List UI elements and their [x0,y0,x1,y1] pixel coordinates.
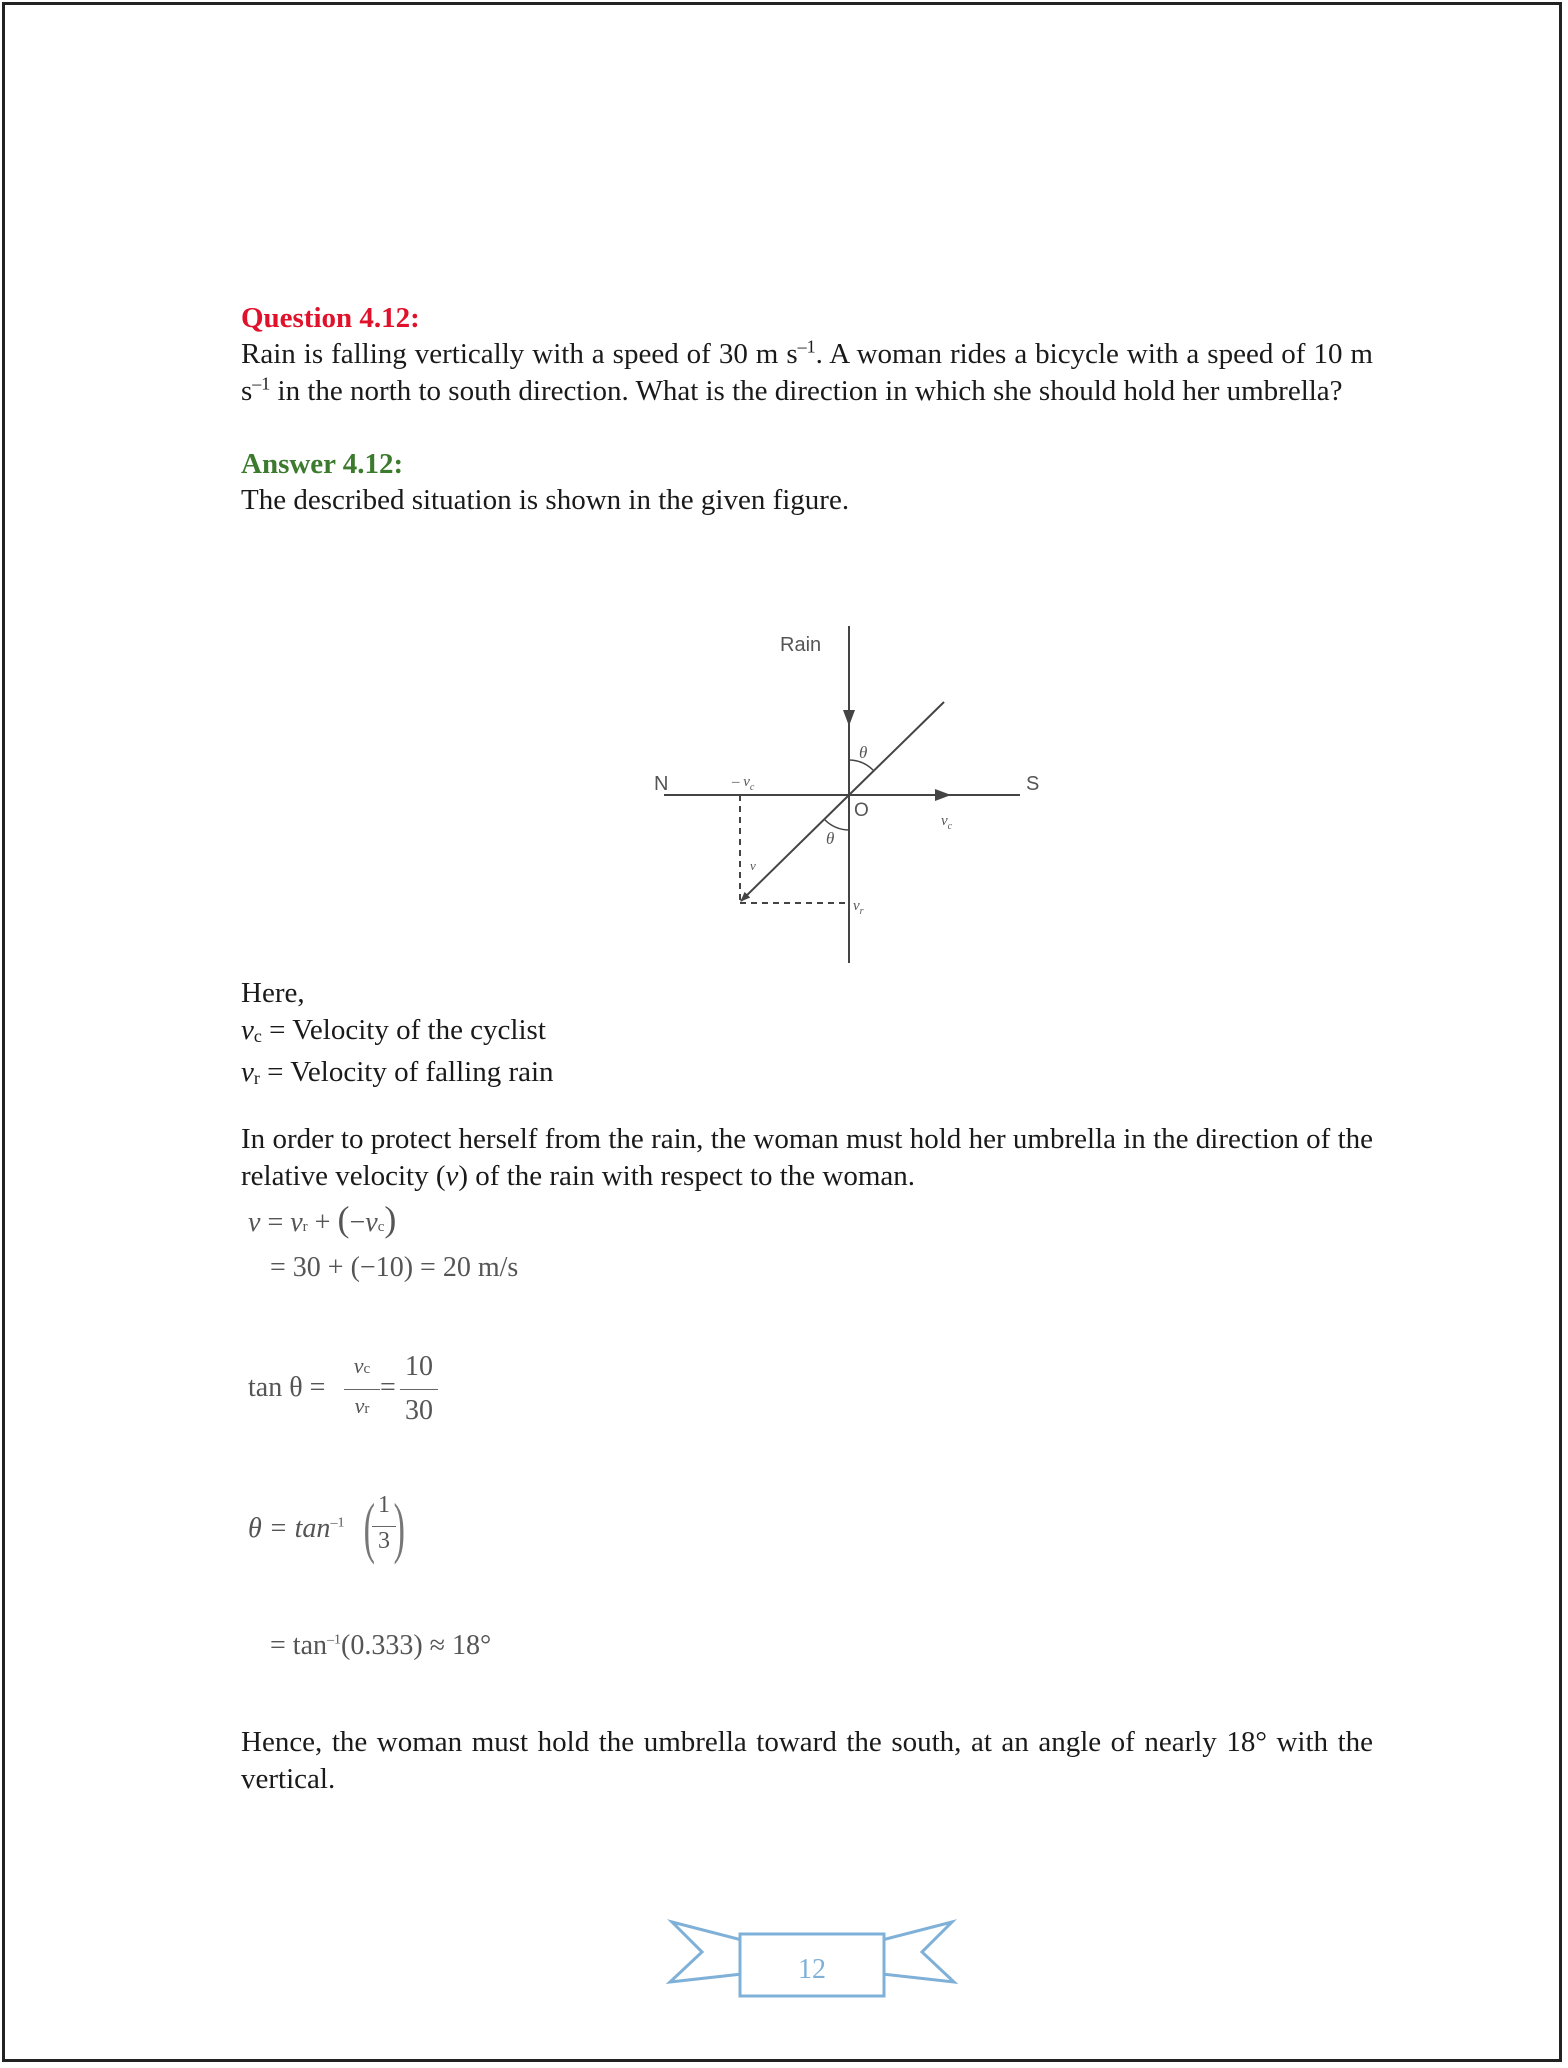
theta-label-bottom: θ [826,829,835,848]
definitions-block [241,975,554,1097]
svg-text:vr: $v_r$ [853,898,864,917]
page-number-ribbon [662,1914,962,2004]
answer-heading: Answer 4.12: [241,448,404,480]
ribbon-left-tail [670,1922,742,1982]
origin-label: O [854,800,869,821]
south-label: S [1026,773,1040,795]
rain-label: Rain [780,634,822,656]
page-number: 12 [798,1954,826,1985]
vr-definition: vr = Velocity of falling rain [241,1056,554,1088]
vc-definition: vc = Velocity of the cyclist [241,1013,546,1046]
question-heading: Question 4.12: [241,302,420,334]
relative-velocity-arrow [741,795,849,901]
v-label: v [750,858,756,873]
equation-tan-theta: tan θ = vc vr = 10 30 [248,1353,468,1433]
svg-text:– vc: – $v_c$ [732,774,755,793]
conclusion-text: Hence, the woman must hold the umbrella toward the south, at an angle of nearly 18° with the vertical. [241,1726,1373,1795]
theta-label-top: θ [859,743,868,762]
ribbon-right-tail [882,1922,954,1982]
explanation-text: In order to protect herself from the rain, the woman must hold her umbrella in the direction of the relative velocity (v) of the rain with respect to the woman. [241,1123,1373,1192]
rain-arrow-head [843,710,855,726]
vc-arrow-head [935,789,951,801]
equation-theta: $\theta = \tan^{-1}$ ( 1 3 ) [248,1489,405,1565]
answer-intro: The described situation is shown in the given figure. [241,484,850,516]
vr-label [853,898,864,917]
rain-velocity-diagram [640,618,1060,968]
equation-relative-velocity: v = vr + (−vc) [248,1199,397,1239]
question-block [241,300,1373,519]
equation-relative-velocity-value: = 30 + (−10) = 20 m/s [270,1252,519,1283]
neg-vc-label [731,774,755,793]
north-label: N [654,773,669,795]
svg-text:vc: $v_c$ [941,813,953,832]
equation-theta-value: = $\tan^{-1}(0.333) \approx 18^\circ$ [270,1630,492,1661]
vc-label [941,813,953,832]
question-text: Rain is falling vertically with a speed of 30 m $s^{-1}$. A woman rides a bicycle with a speed of 10 m $s^{-1}$ in the north to south direction. What is the direction in which she should hold her umbrella? [241,336,1373,407]
here-label: Here, [241,977,305,1009]
